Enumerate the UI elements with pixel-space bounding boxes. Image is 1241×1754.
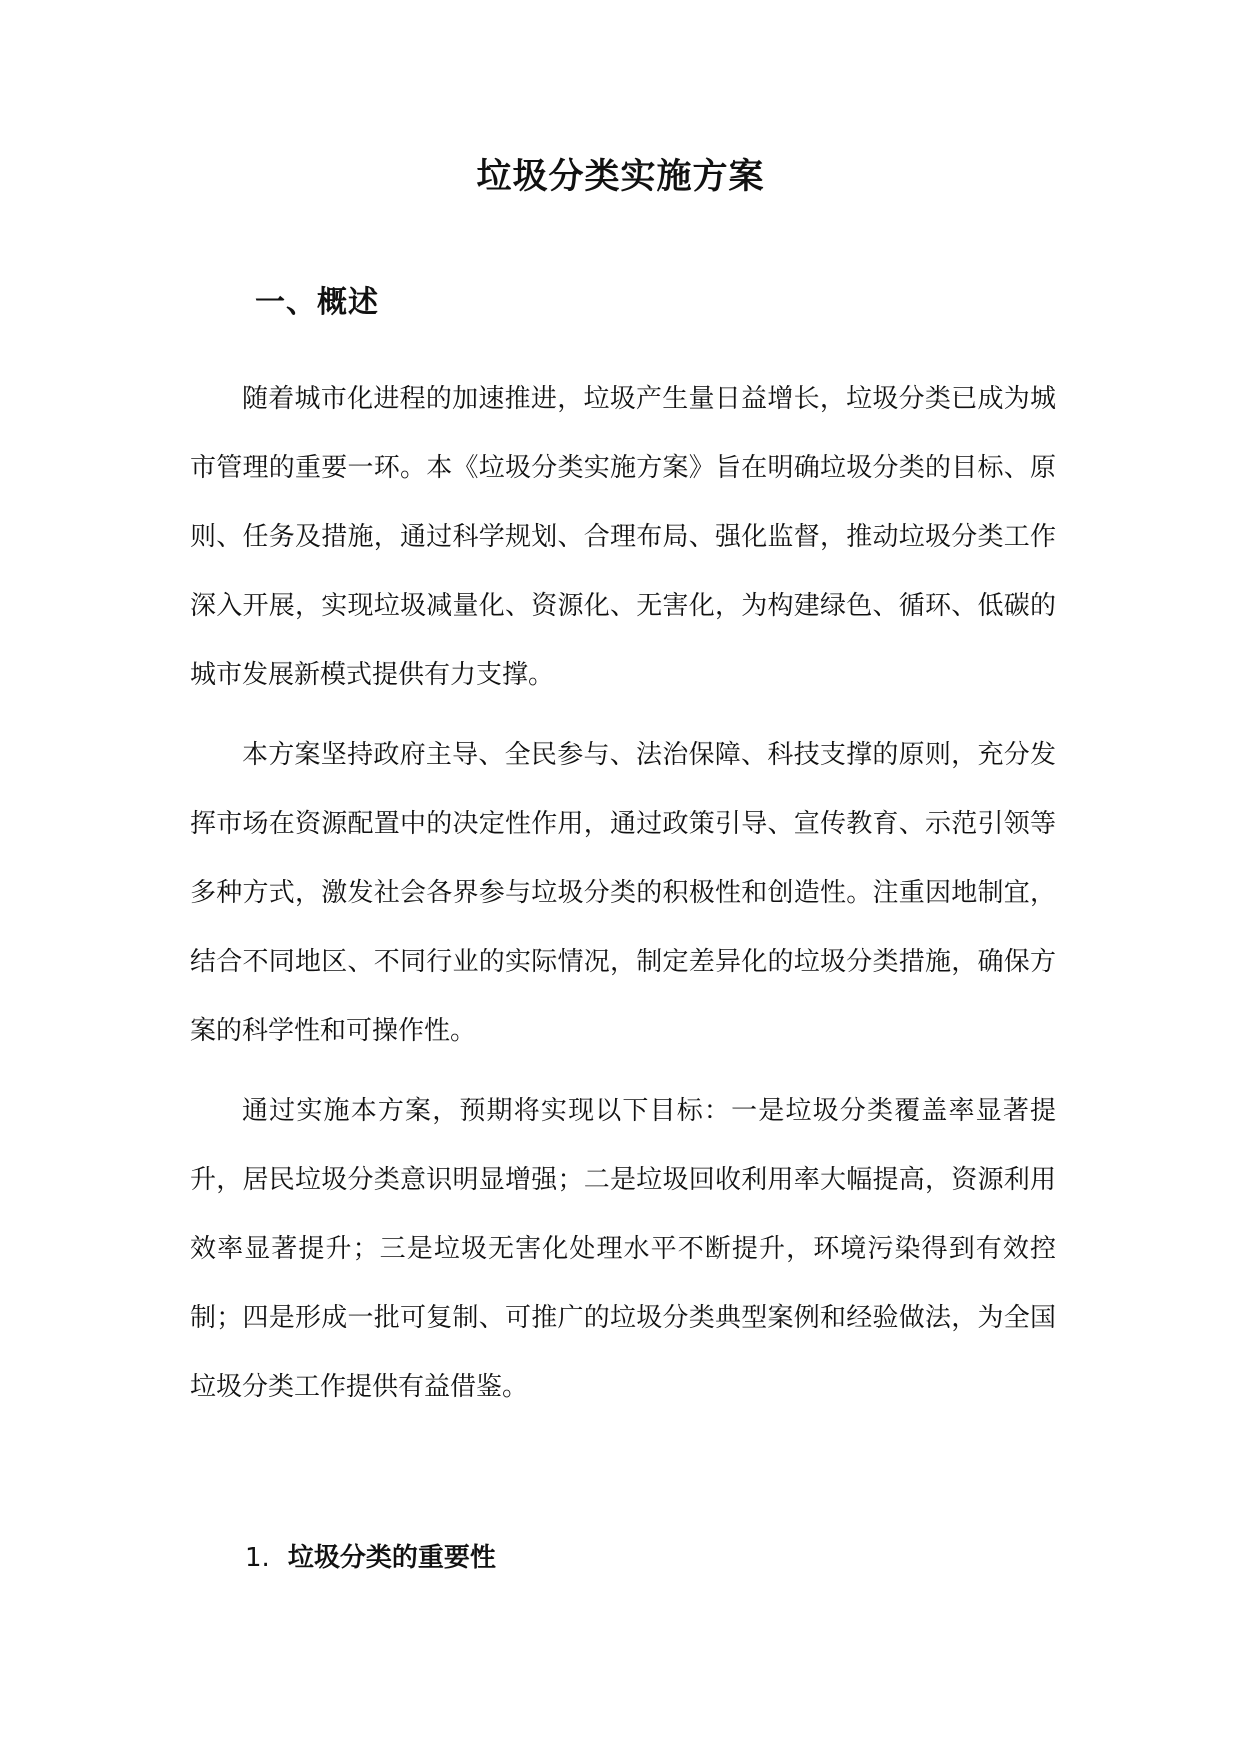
paragraph-intro: 随着城市化进程的加速推进，垃圾产生量日益增长，垃圾分类已成为城市管理的重要一环。本《垃圾分类实施方案》旨在明确垃圾分类的目标、原则、任务及措施，通过科学规划、合理布局、强化监督，推动垃圾分类工作深入开展，实现垃圾减量化、资源化、无害化，为构建绿色、循环、低碳的城市发展新模式提供有力支撑。 [190,384,1056,690]
document-title: 垃圾分类实施方案 [476,157,765,197]
paragraph-principles: 本方案坚持政府主导、全民参与、法治保障、科技支撑的原则，充分发挥市场在资源配置中的决定性作用，通过政策引导、宣传教育、示范引领等多种方式，激发社会各界参与垃圾分类的积极性和创造性。注重因地制宜，结合不同地区、不同行业的实际情况，制定差异化的垃圾分类措施，确保方案的科学性和可操作性。 [190,740,1056,1046]
paragraph-goals: 通过实施本方案，预期将实现以下目标：一是垃圾分类覆盖率显著提升，居民垃圾分类意识明显增强；二是垃圾回收利用率大幅提高，资源利用效率显著提升；三是垃圾无害化处理水平不断提升，环境污染得到有效控制；四是形成一批可复制、可推广的垃圾分类典型案例和经验做法，为全国垃圾分类工作提供有益借鉴。 [190,1096,1056,1402]
subsection-heading [245,1535,496,1581]
document-body [190,365,1056,1422]
section-heading-overview: 一、概述 [255,285,379,320]
subsection-number: 1. [245,1543,270,1573]
subsection-label: 垃圾分类的重要性 [287,1543,496,1573]
